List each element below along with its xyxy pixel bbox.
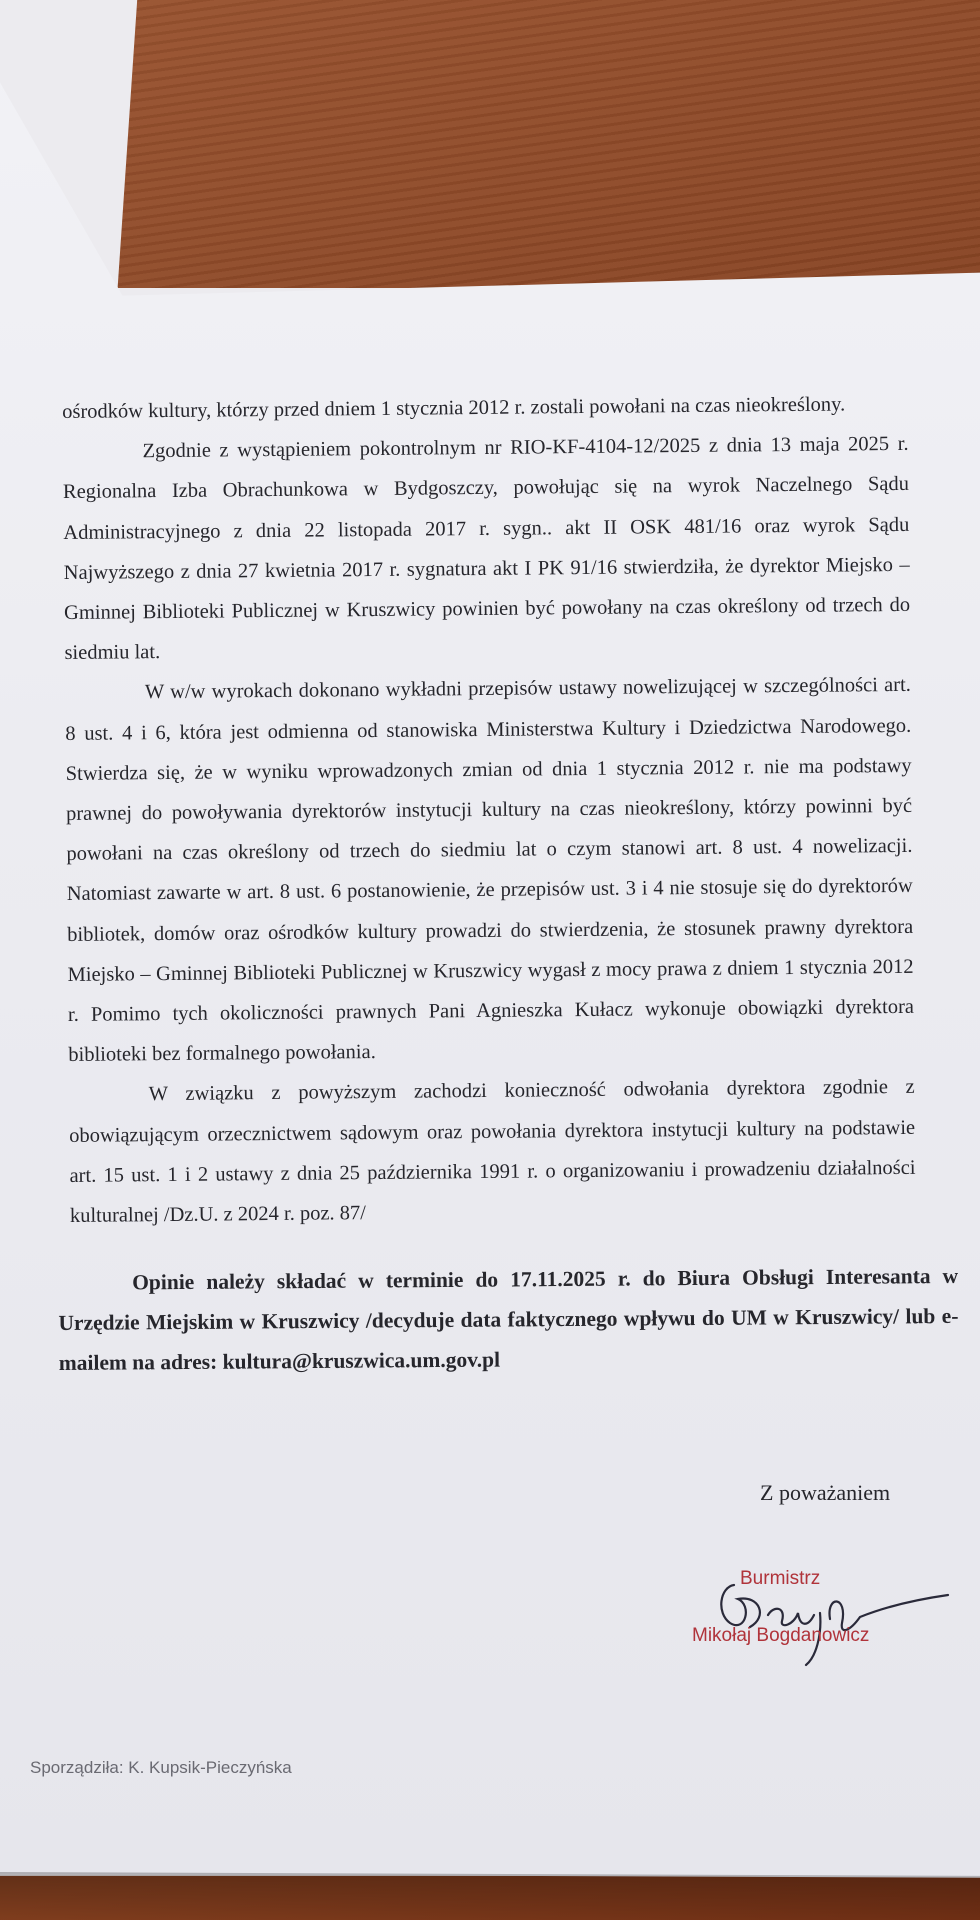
signatory-name: Mikołaj Bogdanowicz [692,1625,870,1646]
signatory-title: Burmistrz [740,1568,821,1589]
paragraph-4: W związku z powyższym zachodzi konieczność odwołania dyrektora zgodnie z obowiązującym orzecznictwem sądowym oraz powołania dyrektora instytucji kultury na podstawie art. 15 ust. 1 i 2 ustawy z dnia 25 października 1991 r. o organizowaniu i prowadzeniu działalności kulturalnej /Dz.U. z 2024 r. poz. 87/ [69,1076,916,1228]
paragraph-2: Zgodnie z wystąpieniem pokontrolnym nr RIO-KF-4104-12/2025 z dnia 13 maja 2025 r. Regionalna Izba Obrachunkowa w Bydgoszczy, powołując się na wyrok Naczelnego Sądu Administracyjnego z dnia 22 listopada 2017 r. sygn.. akt II OSK 481/16 oraz wyrok Sądu Najwyższego z dnia 27 kwietnia 2017 r. sygnatura akt I PK 91/16 stwierdziła, że dyrektor Miejsko – Gminnej Biblioteki Publicznej w Kruszwicy powinien być powołany na czas określony od trzech do siedmiu lat. [62,433,911,665]
page-bottom-shadow [0,1872,980,1920]
paragraph-1: ośrodków kultury, którzy przed dniem 1 stycznia 2012 r. zostali powołani na czas nieokreślony. [62,393,846,423]
prepared-by: Sporządziła: K. Kupsik-Pieczyńska [30,1758,292,1777]
document-body [62,384,916,1236]
closing-phrase: Z poważaniem [760,1480,891,1505]
submission-notice: Opinie należy składać w terminie do 17.11.2025 r. do Biura Obsługi Interesanta w Urzędzie Miejskim w Kruszwicy /decyduje data faktycznego wpływu do UM w Kruszwicy/ lub e-mailem na adres: kultura@kruszwica.um.gov.pl [58,1263,959,1375]
paragraph-3: W w/w wyrokach dokonano wykładni przepisów ustawy nowelizującej w szczególności art. 8 ust. 4 i 6, która jest odmienna od stanowiska Ministerstwa Kultury i Dziedzictwa Narodowego. Stwierdza się, że w wyniku wprowadzonych zmian od dnia 1 stycznia 2012 r. nie ma podstawy prawnej do powoływania dyrektorów instytucji kultury na czas nieokreślony, którzy powinni być powołani na czas określony od trzech do siedmiu lat o czym stanowi art. 8 ust. 4 nowelizacji. Natomiast zawarte w art. 8 ust. 6 postanowienie, że przepisów ust. 3 i 4 nie stosuje się do dyrektorów bibliotek, domów oraz ośrodków kultury prowadzi do stwierdzenia, że stosunek prawny dyrektora Miejsko – Gminnej Biblioteki Publicznej w Kruszwicy wygasł z mocy prawa z dniem 1 stycznia 2012 r. Pomimo tych okoliczności prawnych Pani Agnieszka Kułacz wykonuje obowiązki dyrektora biblioteki bez formalnego powołania. [65,674,915,1067]
